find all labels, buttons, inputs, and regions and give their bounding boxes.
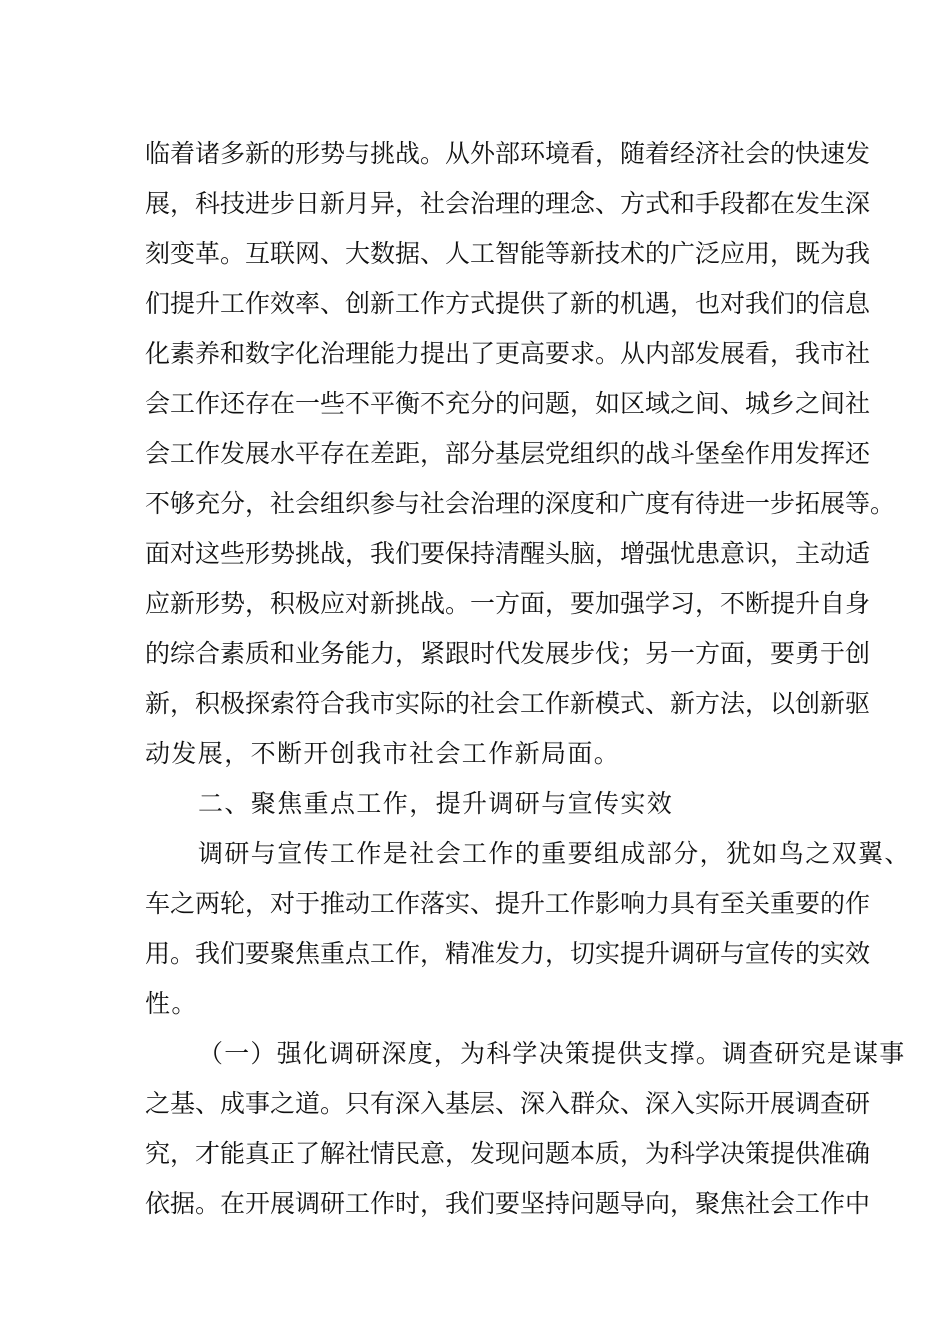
text-line: 刻变革。互联网、大数据、人工智能等新技术的广泛应用，既为我: [145, 239, 871, 268]
text-line: 性。: [145, 989, 198, 1018]
section-heading: 二、聚焦重点工作，提升调研与宣传实效: [198, 789, 674, 818]
text-line: 临着诸多新的形势与挑战。从外部环境看，随着经济社会的快速发: [145, 139, 871, 168]
text-line: 会工作还存在一些不平衡不充分的问题，如区域之间、城乡之间社: [145, 389, 871, 418]
text-line: 展，科技进步日新月异，社会治理的理念、方式和手段都在发生深: [145, 189, 871, 218]
text-line: 动发展，不断开创我市社会工作新局面。: [145, 739, 621, 768]
text-line: 面对这些形势挑战，我们要保持清醒头脑，增强忧患意识，主动适: [145, 539, 871, 568]
text-line: 应新形势，积极应对新挑战。一方面，要加强学习，不断提升自身: [145, 589, 871, 618]
text-line: 用。我们要聚焦重点工作，精准发力，切实提升调研与宣传的实效: [145, 939, 871, 968]
text-line: 调研与宣传工作是社会工作的重要组成部分，犹如鸟之双翼、: [198, 839, 911, 868]
text-line: 不够充分，社会组织参与社会治理的深度和广度有待进一步拓展等。: [145, 489, 896, 518]
text-line: 们提升工作效率、创新工作方式提供了新的机遇，也对我们的信息: [145, 289, 871, 318]
subsection-line: （一）强化调研深度，为科学决策提供支撑。调查研究是谋事: [198, 1039, 906, 1068]
text-line: 化素养和数字化治理能力提出了更高要求。从内部发展看，我市社: [145, 339, 871, 368]
text-line: 究，才能真正了解社情民意，发现问题本质，为科学决策提供准确: [145, 1139, 871, 1168]
text-line: 依据。在开展调研工作时，我们要坚持问题导向，聚焦社会工作中: [145, 1189, 871, 1218]
text-line: 的综合素质和业务能力，紧跟时代发展步伐；另一方面，要勇于创: [145, 639, 871, 668]
text-line: 新，积极探索符合我市实际的社会工作新模式、新方法，以创新驱: [145, 689, 871, 718]
text-line: 之基、成事之道。只有深入基层、深入群众、深入实际开展调查研: [145, 1089, 871, 1118]
text-line: 车之两轮，对于推动工作落实、提升工作影响力具有至关重要的作: [145, 889, 871, 918]
text-line: 会工作发展水平存在差距，部分基层党组织的战斗堡垒作用发挥还: [145, 439, 871, 468]
